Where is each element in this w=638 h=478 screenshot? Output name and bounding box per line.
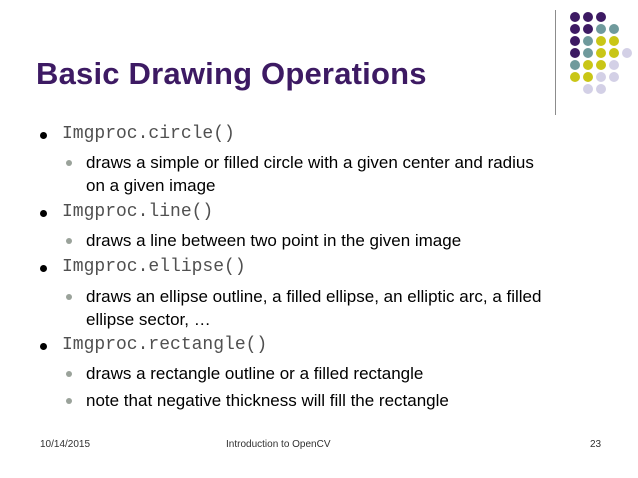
decor-dot <box>609 36 619 46</box>
decor-dot <box>570 72 580 82</box>
decor-dot <box>596 84 606 94</box>
description-text: ellipse sector, … <box>86 310 211 329</box>
code-label: Imgproc.circle() <box>62 124 235 144</box>
decor-dot <box>596 60 606 70</box>
code-label: Imgproc.rectangle() <box>62 335 268 355</box>
decor-dot <box>596 12 606 22</box>
decor-dot <box>583 60 593 70</box>
footer-page-number: 23 <box>590 439 602 450</box>
description-text: draws an ellipse outline, a filled ellipse, an elliptic arc, a filled <box>86 287 542 306</box>
decor-dot <box>622 48 632 58</box>
decor-dot <box>609 60 619 70</box>
decor-dot <box>583 24 593 34</box>
decor-dot <box>609 48 619 58</box>
decorative-divider-line <box>555 10 556 115</box>
bullet-dot-icon <box>40 343 47 350</box>
slide-title: Basic Drawing Operations <box>36 56 427 91</box>
decor-dot <box>609 72 619 82</box>
decor-dot <box>570 12 580 22</box>
sub-bullet-dot-icon <box>66 294 72 300</box>
decor-dot <box>596 48 606 58</box>
sub-bullet-dot-icon <box>66 160 72 166</box>
bullet-dot-icon <box>40 265 47 272</box>
sub-bullet-dot-icon <box>66 398 72 404</box>
bullet-dot-icon <box>40 132 47 139</box>
decor-dot <box>583 72 593 82</box>
decor-dot <box>609 24 619 34</box>
decor-dot <box>570 36 580 46</box>
decor-dot <box>570 24 580 34</box>
decor-dot <box>570 60 580 70</box>
decor-dot <box>596 72 606 82</box>
description-text: on a given image <box>86 176 216 195</box>
sub-bullet-dot-icon <box>66 371 72 377</box>
decor-dot <box>583 84 593 94</box>
footer-date: 10/14/2015 <box>40 439 91 450</box>
decor-dot <box>596 36 606 46</box>
decor-dot <box>570 48 580 58</box>
decor-dot <box>583 36 593 46</box>
decor-dot <box>596 24 606 34</box>
description-text: draws a simple or filled circle with a given center and radius <box>86 153 534 172</box>
description-text: draws a line between two point in the given image <box>86 231 462 250</box>
sub-bullet-dot-icon <box>66 238 72 244</box>
code-label: Imgproc.line() <box>62 202 214 222</box>
description-text: note that negative thickness will fill the rectangle <box>86 391 449 410</box>
description-text: draws a rectangle outline or a filled rectangle <box>86 364 424 383</box>
decor-dot <box>583 48 593 58</box>
footer-title: Introduction to OpenCV <box>226 439 331 450</box>
code-label: Imgproc.ellipse() <box>62 257 246 277</box>
decor-dot <box>583 12 593 22</box>
bullet-dot-icon <box>40 210 47 217</box>
